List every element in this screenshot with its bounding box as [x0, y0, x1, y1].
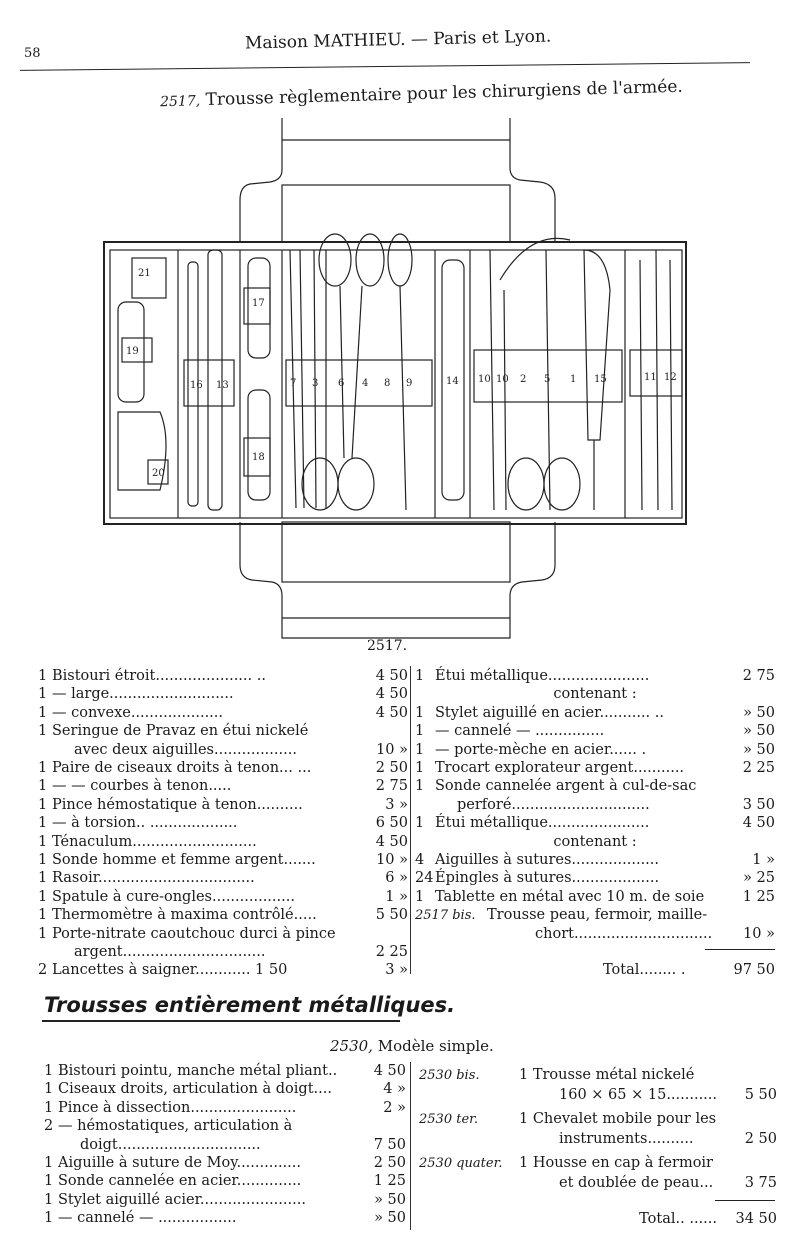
item-price: 10 »: [376, 852, 408, 868]
figure-label: 2517.: [367, 638, 408, 654]
total-rule: [705, 949, 775, 950]
list-item: [415, 888, 775, 907]
slot-number: 9: [406, 378, 413, 389]
model-line: [415, 1110, 777, 1129]
list-item: [415, 943, 775, 962]
model-desc: 160 × 65 × 15...........: [559, 1087, 718, 1103]
item-quantity: 1: [44, 1081, 54, 1098]
list-item: [38, 741, 408, 760]
item-quantity: 1: [38, 907, 48, 924]
item-name: chort..............................: [535, 925, 713, 942]
item-quantity: 1: [44, 1099, 54, 1116]
item-price: 10 »: [376, 741, 408, 758]
item-quantity: 1: [415, 704, 425, 721]
model-desc: 1 Housse en cap à fermoir: [519, 1155, 713, 1171]
page-number: 58: [24, 46, 41, 61]
item-price: 10 »: [743, 925, 775, 942]
list-item: [44, 1136, 406, 1155]
item-quantity: 1: [38, 815, 48, 832]
item-price: 2 »: [383, 1099, 406, 1116]
item-name: doigt...............................: [80, 1136, 261, 1153]
item-price: 2 50: [373, 1155, 406, 1171]
item-name: — cannelé — .................: [58, 1210, 237, 1227]
list-item: [415, 814, 775, 833]
item-price: » 50: [374, 1191, 406, 1208]
model-desc: et doublée de peau...: [559, 1175, 714, 1191]
item-price: 4 50: [375, 833, 408, 850]
list-item: [415, 685, 775, 704]
item-name: Sonde homme et femme argent.......: [52, 852, 316, 868]
item-price: 1 25: [742, 888, 775, 905]
item-price: 1 25: [373, 1173, 406, 1190]
item-quantity: 1: [38, 852, 48, 868]
column-rule: [410, 666, 411, 974]
item-quantity: 2517 bis.: [415, 908, 476, 924]
item-name: argent...............................: [74, 944, 266, 960]
item-name: Spatule à cure-ongles..................: [52, 888, 295, 905]
price-list-right: [415, 667, 775, 977]
list-item: [38, 685, 408, 704]
metal-kit-list-left: [44, 1062, 406, 1232]
item-name: — à torsion.. ...................: [52, 815, 238, 832]
item-quantity: 1: [38, 686, 48, 703]
model-line: [415, 1174, 777, 1193]
item-price: 5 50: [375, 907, 408, 924]
item-quantity: 1: [415, 888, 425, 905]
item-price: 3 »: [385, 796, 408, 813]
total-label: Total.. ......: [639, 1211, 717, 1227]
item-price: 2 75: [742, 668, 775, 684]
model-price: 5 50: [744, 1087, 777, 1103]
item-name: Thermomètre à maxima contrôlé.....: [52, 907, 317, 924]
item-quantity: 1: [415, 760, 425, 776]
item-name: Lancettes à saigner............ 1 50: [52, 962, 288, 979]
item-name: Bistouri pointu, manche métal pliant..: [58, 1063, 338, 1079]
item-price: 6 50: [375, 815, 408, 832]
list-item: [415, 796, 775, 815]
model-heading: [330, 1037, 494, 1055]
item-quantity: 1: [38, 668, 48, 684]
item-name: Aiguilles à sutures...................: [435, 852, 659, 868]
list-item: [415, 722, 775, 741]
item-price: 4 50: [373, 1063, 406, 1079]
model-line: [415, 1066, 777, 1085]
item-price: 3 50: [742, 796, 775, 813]
item-quantity: 1: [44, 1210, 54, 1227]
header-rule: [20, 62, 750, 71]
item-quantity: 1: [44, 1173, 54, 1190]
slot-number: 21: [138, 268, 151, 279]
price-list-left: [38, 667, 408, 977]
slot-number: 10: [496, 374, 509, 385]
list-item: [38, 667, 408, 686]
item-quantity: 1: [415, 741, 425, 758]
subheading: contenant :: [553, 833, 637, 850]
slot-number: 1: [570, 374, 577, 385]
section-rule: [42, 1020, 400, 1022]
subheading: contenant :: [553, 686, 637, 703]
slot-number: 18: [252, 452, 265, 463]
slot-number: 2: [520, 374, 527, 385]
model-line: [415, 1154, 777, 1173]
item-quantity: 4: [415, 852, 425, 868]
slot-number: 12: [664, 372, 677, 383]
model-ref: 2530 quater.: [419, 1156, 503, 1171]
item-name: Étui métallique......................: [435, 668, 650, 684]
item-name: Ciseaux droits, articulation à doigt....: [58, 1081, 332, 1098]
item-price: 1 »: [385, 888, 408, 905]
list-item: [38, 925, 408, 944]
list-item: [415, 869, 775, 888]
list-item: [38, 704, 408, 723]
model-number: 2530,: [330, 1037, 373, 1055]
item-quantity: 2: [38, 962, 48, 979]
item-price: 2 75: [375, 778, 408, 795]
item-price: 6 »: [385, 870, 408, 887]
item-name: Aiguille à suture de Moy..............: [58, 1155, 301, 1171]
item-price: 2 50: [375, 760, 408, 776]
item-price: 7 50: [373, 1136, 406, 1153]
slot-number: 14: [446, 376, 459, 387]
item-name: — — courbes à tenon.....: [52, 778, 232, 795]
metal-kit-list-right: [415, 1062, 777, 1232]
slot-number: 13: [216, 380, 229, 391]
list-item: [415, 777, 775, 796]
list-item: [44, 1172, 406, 1191]
model-entry: [415, 1110, 777, 1150]
item-quantity: 1: [38, 723, 48, 740]
list-item: [415, 704, 775, 723]
item-name: Trousse peau, fermoir, maille-: [487, 907, 708, 924]
item-name: Bistouri étroit..................... ..: [52, 668, 266, 684]
item-quantity: 1: [415, 723, 425, 740]
list-item: [44, 1117, 406, 1136]
item-name: Trocart explorateur argent...........: [435, 760, 685, 776]
item-price: 2 25: [375, 944, 408, 960]
list-item: [38, 906, 408, 925]
total-row: [415, 1210, 777, 1229]
list-item: [415, 906, 775, 925]
item-name: — convexe....................: [52, 704, 224, 721]
item-price: » 50: [374, 1210, 406, 1227]
list-item: [44, 1209, 406, 1228]
item-name: Rasoir..................................: [52, 870, 255, 887]
model-line: [415, 1086, 777, 1105]
item-name: — porte-mèche en acier...... .: [435, 741, 647, 758]
model-line: [415, 1130, 777, 1149]
item-name: Pince à dissection.......................: [58, 1099, 297, 1116]
list-item: [38, 796, 408, 815]
list-item: [38, 943, 408, 962]
item-name: Tablette en métal avec 10 m. de soie: [435, 888, 705, 905]
item-name: Pince hémostatique à tenon..........: [52, 796, 303, 813]
list-item: [38, 961, 408, 980]
item-quantity: 1: [415, 815, 425, 832]
item-name: Stylet aiguillé en acier........... ..: [435, 704, 664, 721]
list-item: [415, 961, 775, 980]
list-item: [415, 851, 775, 870]
slot-number: 16: [190, 380, 203, 391]
total-rule: [715, 1200, 775, 1201]
item-price: 4 50: [375, 704, 408, 721]
model-desc: 1 Trousse métal nickelé: [519, 1067, 695, 1083]
slot-number: 6: [338, 378, 345, 389]
column-rule: [410, 1062, 411, 1230]
surgical-kit-illustration: [100, 110, 690, 640]
caption-number: 2517,: [159, 93, 201, 111]
item-name: Sonde cannelée argent à cul-de-sac: [435, 778, 697, 795]
list-item: [415, 759, 775, 778]
section-title: Trousses entièrement métalliques.: [44, 993, 456, 1017]
item-quantity: 1: [38, 888, 48, 905]
model-title: Modèle simple.: [377, 1037, 494, 1055]
item-price: 2 25: [742, 760, 775, 776]
list-item: [38, 759, 408, 778]
item-name: Ténaculum...........................: [52, 833, 257, 850]
model-ref: 2530 ter.: [419, 1112, 479, 1127]
item-name: Seringue de Pravaz en étui nickelé: [52, 723, 309, 740]
slot-number: 11: [644, 372, 657, 383]
item-price: 97 50: [733, 962, 775, 979]
item-name: Total........ .: [603, 962, 686, 979]
figure-caption: [160, 77, 683, 112]
caption-text: Trousse règlementaire pour les chirurgiens de l'armée.: [205, 76, 684, 111]
running-title: Maison MATHIEU. — Paris et Lyon.: [244, 26, 552, 54]
list-item: [44, 1062, 406, 1081]
list-item: [415, 741, 775, 760]
list-item: [44, 1154, 406, 1173]
item-price: 4 »: [383, 1081, 406, 1098]
slot-number: 15: [594, 374, 607, 385]
model-desc: instruments..........: [559, 1131, 694, 1147]
list-item: [38, 833, 408, 852]
list-item: [415, 833, 775, 852]
list-item: [415, 667, 775, 686]
item-price: 4 50: [375, 668, 408, 684]
item-quantity: 1: [38, 833, 48, 850]
item-price: » 50: [743, 723, 775, 740]
item-quantity: 1: [44, 1155, 54, 1171]
item-name: — large...........................: [52, 686, 234, 703]
model-desc: 1 Chevalet mobile pour les: [519, 1111, 717, 1127]
item-name: Sonde cannelée en acier..............: [58, 1173, 302, 1190]
item-name: Stylet aiguillé acier.......................: [58, 1191, 306, 1208]
total-value: 34 50: [735, 1211, 777, 1227]
list-item: [38, 777, 408, 796]
item-price: » 50: [743, 704, 775, 721]
list-item: [38, 722, 408, 741]
item-price: 3 »: [385, 962, 408, 979]
list-item: [38, 869, 408, 888]
slot-number: 20: [152, 468, 165, 479]
list-item: [44, 1191, 406, 1210]
item-quantity: 1: [415, 778, 425, 795]
list-item: [38, 888, 408, 907]
item-quantity: 1: [38, 870, 48, 887]
slot-number: 7: [290, 378, 297, 389]
list-item: [38, 814, 408, 833]
item-name: Paire de ciseaux droits à tenon... ...: [52, 760, 312, 776]
model-entry: [415, 1066, 777, 1106]
item-name: perforé..............................: [457, 796, 650, 813]
item-name: — hémostatiques, articulation à: [58, 1118, 293, 1135]
item-quantity: 2: [44, 1118, 54, 1135]
model-price: 2 50: [744, 1131, 777, 1147]
slot-number: 17: [252, 298, 265, 309]
slot-number: 10: [478, 374, 491, 385]
slot-number: 3: [312, 378, 319, 389]
item-price: » 50: [743, 741, 775, 758]
item-price: 4 50: [375, 686, 408, 703]
item-quantity: 1: [38, 778, 48, 795]
slot-number: 8: [384, 378, 391, 389]
model-price: 3 75: [744, 1175, 777, 1191]
item-name: — cannelé — ...............: [435, 723, 605, 740]
item-price: » 25: [743, 870, 775, 887]
item-price: 1 »: [752, 852, 775, 868]
item-quantity: 1: [44, 1191, 54, 1208]
item-quantity: 24: [415, 870, 434, 887]
list-item: [38, 851, 408, 870]
item-quantity: 1: [38, 704, 48, 721]
item-name: Étui métallique......................: [435, 815, 650, 832]
item-name: Porte-nitrate caoutchouc durci à pince: [52, 925, 336, 942]
item-quantity: 1: [415, 668, 425, 684]
item-name: Épingles à sutures...................: [435, 870, 660, 887]
slot-number: 19: [126, 346, 139, 357]
item-price: 4 50: [742, 815, 775, 832]
list-item: [44, 1099, 406, 1118]
item-name: avec deux aiguilles..................: [74, 741, 297, 758]
list-item: [415, 925, 775, 944]
item-quantity: 1: [44, 1063, 54, 1079]
list-item: [44, 1080, 406, 1099]
slot-number: 4: [362, 378, 369, 389]
model-ref: 2530 bis.: [419, 1068, 480, 1083]
model-entry: [415, 1154, 777, 1194]
item-quantity: 1: [38, 796, 48, 813]
slot-number: 5: [544, 374, 551, 385]
item-quantity: 1: [38, 925, 48, 942]
item-quantity: 1: [38, 760, 48, 776]
